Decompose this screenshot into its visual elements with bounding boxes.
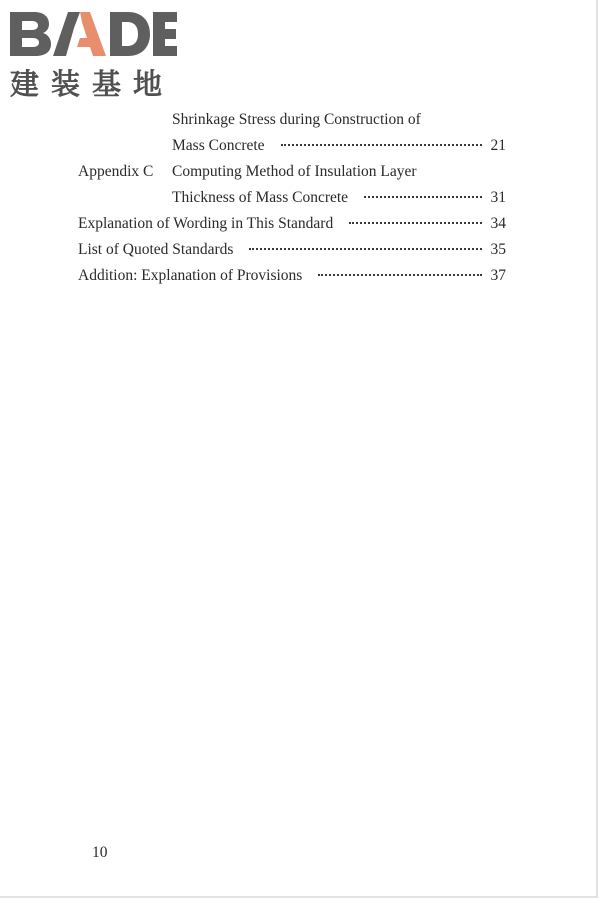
- toc-entry-title: Explanation of Wording in This Standard: [78, 215, 334, 232]
- page-folio-number: 10: [92, 844, 108, 861]
- toc-entry-explanation-of-provisions: [78, 264, 506, 288]
- dot-leader: [281, 144, 482, 146]
- toc-entry-title: Addition: Explanation of Provisions: [78, 267, 303, 284]
- toc-page-number: 31: [490, 189, 506, 206]
- toc-page-number: 35: [490, 241, 506, 258]
- toc-entry-appendix-c: [172, 186, 506, 210]
- dot-leader: [364, 196, 482, 198]
- toc-page-number: 34: [490, 215, 506, 232]
- toc-entry-continued: [172, 134, 506, 158]
- toc-page-number: 37: [490, 267, 506, 284]
- toc-entry-title: List of Quoted Standards: [78, 241, 234, 258]
- toc-page-number: 21: [490, 137, 506, 154]
- appendix-title-line1: Computing Method of Insulation Layer: [172, 163, 417, 180]
- toc-continued-title-line1: Shrinkage Stress during Construction of: [172, 111, 421, 128]
- toc-entry-quoted-standards: [78, 238, 506, 262]
- toc-entry-explanation-of-wording: [78, 212, 506, 236]
- dot-leader: [318, 274, 482, 276]
- toc-entry-title: Thickness of Mass Concrete: [172, 189, 349, 206]
- logo-chinese-text: 建装基地: [10, 67, 175, 101]
- toc-appendix-c-line1: [78, 160, 417, 184]
- dot-leader: [349, 222, 482, 224]
- dot-leader: [249, 248, 482, 250]
- toc-entry-title: Mass Concrete: [172, 137, 265, 154]
- appendix-label: Appendix C: [78, 163, 154, 180]
